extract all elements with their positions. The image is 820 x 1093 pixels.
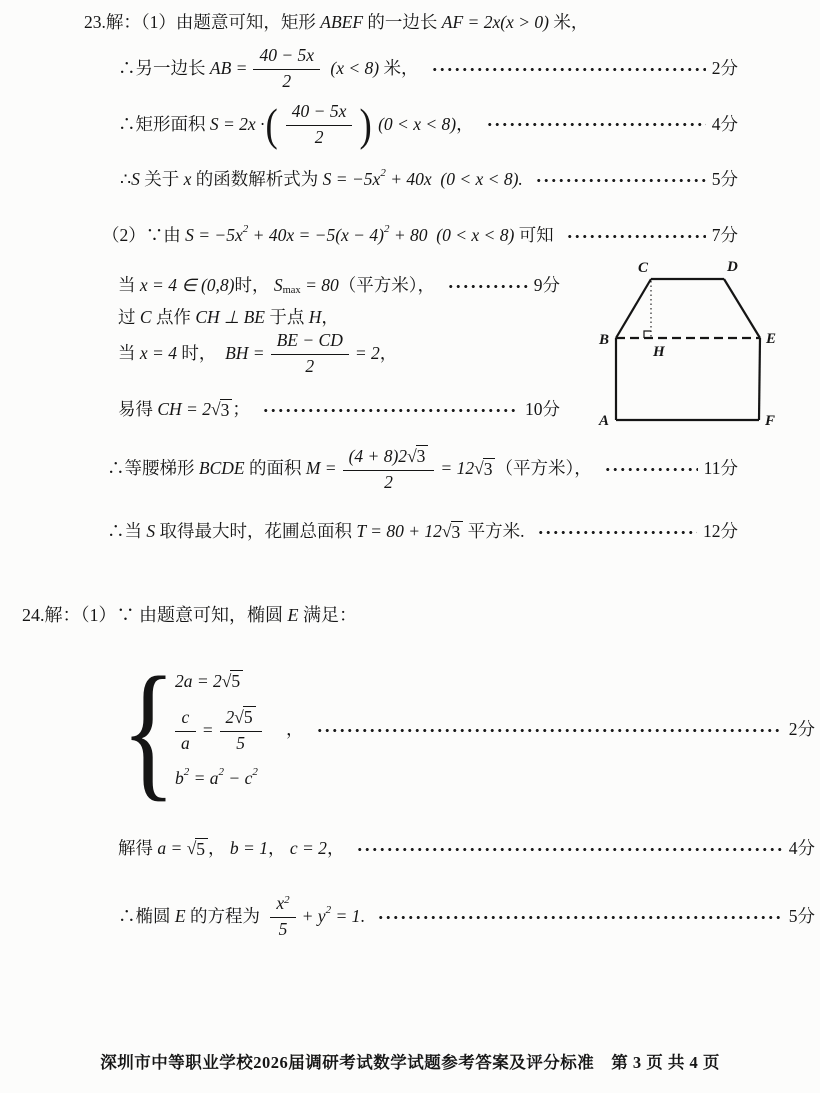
q23-line-10 [107,442,738,496]
text-run: . [360,906,365,927]
math-run: + y [301,906,326,927]
math-run: x = 4 ∈ (0,8) [139,275,235,296]
text-run: 的方程为 [185,906,265,927]
score-mark: 9分 [533,275,560,296]
radical-sign: √ [211,399,221,420]
text-run: ， [267,838,290,859]
math-run: x [183,169,192,190]
system-row-2 [175,706,268,755]
q24-line-3 [118,887,815,947]
score-mark: 4分 [711,113,738,134]
fraction [220,706,262,755]
text-run: ∴椭圆 [118,906,175,927]
q23-line-5 [102,221,738,251]
text-run: ∴当 [107,521,147,542]
radicand: 3 [220,399,233,422]
left-paren: ( [265,98,279,150]
q23-line-3 [118,97,738,152]
q24-line-2 [118,834,815,864]
q23-line-11 [107,517,738,547]
q24-line-1 [22,604,357,627]
dot-leader [537,529,697,536]
dot-leader [262,407,519,414]
text-run: ∴矩形面积 [118,113,210,134]
fraction-denominator: 5 [270,917,295,941]
text-run: 的一边长 [363,12,442,32]
math-run: S [273,275,283,296]
dot-leader [377,914,783,921]
fraction [175,707,196,755]
score-mark: 5分 [711,169,738,190]
radical-sign: √ [221,670,232,691]
score-mark: 4分 [788,838,815,859]
math-run: = 12 [440,458,475,479]
text-run: 取得最大时，花圃总面积 [155,521,357,542]
exponent: 2 [218,765,225,778]
text-run: 可知 [514,225,554,246]
text-run: ， [208,838,230,859]
text-run: 米， [548,12,589,32]
radical-sign: √ [441,521,452,542]
system-brace: { [121,645,176,814]
vertex-label-A: A [598,413,609,429]
text-run: （平方米）， [338,275,435,296]
math-run: BH = [225,343,265,364]
fraction-numerator [270,893,295,917]
radical-sign: √ [407,445,417,466]
text-run: 当 [118,343,140,364]
math-run: E [287,605,299,625]
math-run: S = −5x [185,225,243,246]
math-run: x = 4 [139,343,177,364]
dot-leader [604,466,698,473]
math-run: + 40x (0 < x < 8). [385,169,523,190]
score-mark: 10分 [525,399,560,420]
vertex-label-F: F [765,413,776,429]
math-run: CH ⊥ BE [195,307,265,327]
text-run: ∴等腰梯形 [107,458,199,479]
radical-sign: √ [474,458,484,479]
math-run: + 80 (0 < x < 8) [389,225,515,246]
text-run: （平方米）， [495,458,592,479]
math-run: 2a = 2 [174,670,222,691]
text-run: ， [321,307,339,327]
text-run: 时， [176,343,226,364]
dot-leader [535,177,706,184]
fraction [253,45,320,93]
text-run: ， [456,113,474,134]
math-run: b = 1 [229,838,268,859]
text-run: 米， [379,58,419,79]
fraction-numerator [343,445,435,470]
dot-leader [431,66,706,73]
text-run: 的函数解析式为 [191,169,323,190]
vertex-label-B: B [598,332,609,348]
radicand: 3 [451,521,464,544]
math-run: = a [189,767,219,788]
text-run: 点作 [151,307,196,327]
score-mark: 2分 [711,58,738,79]
exponent: 2 [183,765,190,778]
score-mark: 2分 [788,719,815,740]
exponent: 2 [242,223,249,236]
math-run: S [146,521,156,542]
fraction-numerator: 40 − 5x [259,45,315,66]
math-run: = [201,719,214,740]
q23-line-7 [118,307,339,329]
text-run: 的面积 [244,458,306,479]
text-run: 平方米. [463,521,525,542]
score-mark: 7分 [711,225,738,246]
fraction-numerator: 40 − 5x [291,100,347,121]
fraction-denominator: a [175,731,196,755]
radicand: 3 [416,445,429,468]
edge-DE [724,279,760,338]
text-run: 满足： [298,605,357,625]
text-run: （2）∵由 [102,225,186,246]
score-mark: 5分 [788,906,815,927]
math-run: = 80 [300,275,339,296]
system-row-3 [174,765,268,790]
q23-line-4 [120,166,738,194]
math-run: H [308,307,322,327]
text-run: 关于 [139,169,184,190]
math-run: b [174,767,184,788]
q24-equation-system [112,645,815,814]
math-run: − c [224,767,253,788]
fraction-numerator [220,706,262,731]
text-run: ， [326,838,345,859]
fraction-numerator: BE − CD [276,330,343,351]
fraction [343,445,435,494]
vertex-label-E: E [766,331,777,347]
text-run: 解得 [118,838,158,859]
math-run: AB = [209,58,248,79]
math-run: c = 2 [289,838,327,859]
dot-leader [486,121,706,128]
dot-leader [356,846,782,853]
math-run: = 2 [354,343,380,364]
dot-leader [566,233,706,240]
exponent: 2 [380,167,386,180]
exponent: 2 [383,223,390,236]
math-run: ABEF [320,12,364,32]
math-run: T = 80 + 12 [356,521,442,542]
math-run: S [131,169,140,190]
text-run: ∴另一边长 [118,58,210,79]
fraction-denominator: 2 [253,69,320,93]
math-run: S = −5x [322,169,381,190]
math-run: x [276,893,285,914]
text-run: 易得 [118,399,158,420]
fraction-denominator: 2 [271,354,349,378]
math-run: AF = 2x(x > 0) [441,12,549,32]
q23-line-1 [84,12,588,34]
fraction-numerator: c [181,706,190,727]
right-paren: ) [359,98,373,150]
text-run: 于点 [265,307,309,327]
fraction-denominator: 2 [286,125,353,149]
math-run: a = [157,838,187,859]
text-run: 过 [118,307,140,327]
radical-sign: √ [234,707,244,728]
radicand: 5 [230,670,243,693]
math-run: (0 < x < 8) [373,113,457,134]
fraction-denominator: 5 [220,731,262,755]
vertex-label-H: H [653,344,665,360]
exponent: 2 [284,894,290,907]
text-run: ； [232,399,250,420]
text-run: ∴ [120,169,132,190]
math-run: (x < 8) [326,58,380,79]
exponent: 2 [325,904,332,917]
fraction [270,893,295,941]
page-footer: 深圳市中等职业学校2026届调研考试数学试题参考答案及评分标准 第 3 页 共 4 页 [100,1053,720,1072]
text-run: 时， [234,275,274,296]
radicand: 5 [195,838,208,861]
text-run: ， [281,719,304,740]
math-run: E [174,906,186,927]
math-run: C [139,307,152,327]
fraction [286,101,353,149]
math-run: + 40x = −5(x − 4) [248,225,384,246]
score-mark: 12分 [703,521,738,542]
score-mark: 11分 [703,458,738,479]
q23-line-8 [118,330,397,378]
math-run: (4 + 8)2 [348,445,408,466]
vertex-label-C: C [637,260,648,276]
math-run: BCDE [198,458,245,479]
radicand: 5 [243,706,256,729]
radicand: 3 [483,458,496,481]
text-run: 24.解：（1）∵ 由题意可知，椭圆 [22,605,288,625]
system-rows [175,670,268,790]
q23-line-2 [118,44,738,94]
text-run: 当 [118,275,140,296]
math-run: CH = 2 [157,399,211,420]
edge-EF [759,338,760,420]
q23-line-9 [118,395,560,425]
radical-sign: √ [186,838,197,859]
fraction-denominator: 2 [343,470,435,494]
text-run: 23.解：（1）由题意可知，矩形 [84,12,321,32]
text-run: ， [379,343,398,364]
dot-leader [447,283,528,290]
dot-leader [316,727,783,734]
math-run: 2 [225,707,235,728]
figure-trapezoid [591,252,791,432]
edge-BC [616,279,651,338]
math-run: S = 2x · [209,113,265,134]
math-run: M = [305,458,337,479]
fraction [271,330,349,378]
exponent: 2 [252,765,258,778]
math-run: = 1 [331,906,361,927]
vertex-label-D: D [727,259,738,275]
subscript: max [282,285,301,297]
q23-line-6 [118,271,560,301]
system-row-1 [175,670,268,693]
